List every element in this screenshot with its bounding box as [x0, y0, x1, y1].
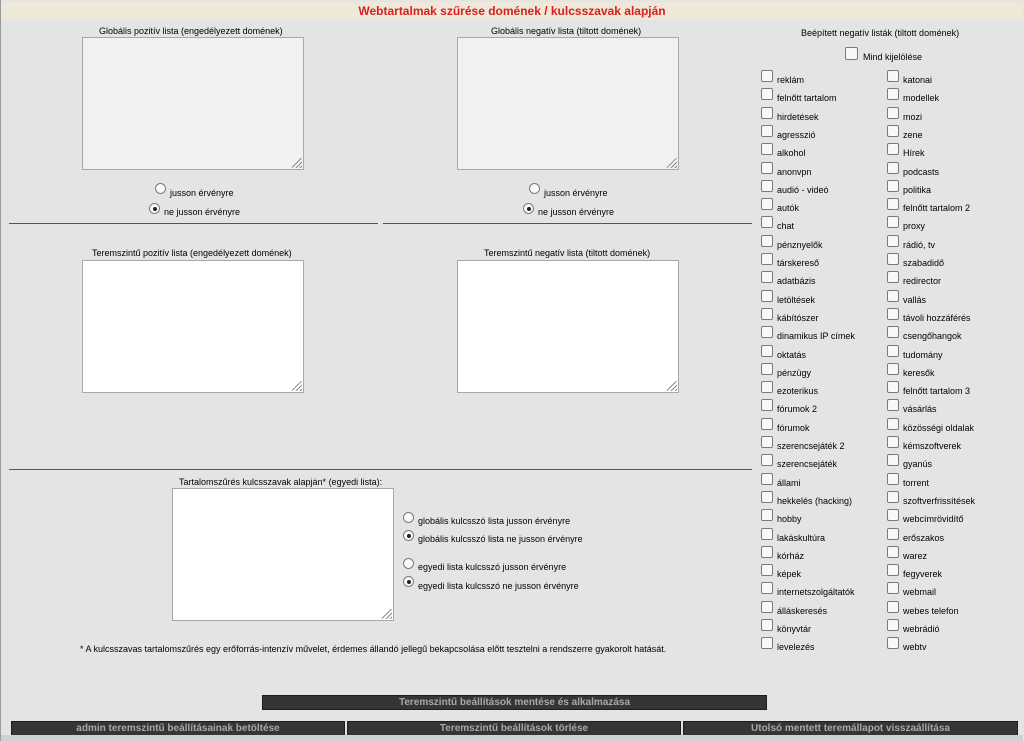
category-label: álláskeresés — [777, 606, 828, 616]
category-label: fegyverek — [903, 569, 943, 579]
room-positive-textarea[interactable] — [82, 260, 304, 393]
category-checkbox[interactable] — [887, 143, 899, 155]
category-checkbox[interactable] — [761, 528, 773, 540]
category-checkbox[interactable] — [761, 125, 773, 137]
category-checkbox[interactable] — [761, 582, 773, 594]
global-positive-textarea[interactable] — [82, 37, 304, 170]
category-label: webes telefon — [903, 606, 959, 616]
category-checkbox[interactable] — [887, 491, 899, 503]
category-label: reklám — [777, 75, 805, 85]
global-keyword-noapply-radio[interactable] — [403, 530, 414, 541]
category-label: agresszió — [777, 130, 816, 140]
global-positive-noapply-label: ne jusson érvényre — [164, 207, 241, 217]
category-checkbox[interactable] — [761, 143, 773, 155]
bottom-strip — [1, 735, 1023, 741]
category-label: szerencsejáték 2 — [777, 441, 845, 451]
category-label: torrent — [903, 478, 930, 488]
category-checkbox[interactable] — [887, 198, 899, 210]
category-checkbox[interactable] — [887, 290, 899, 302]
category-checkbox[interactable] — [761, 216, 773, 228]
category-label: ezoterikus — [777, 386, 819, 396]
category-checkbox[interactable] — [887, 326, 899, 338]
restore-last-state-button[interactable]: Utolsó mentett teremállapot visszaállítása — [683, 721, 1018, 736]
builtin-lists-title: Beépített negatív listák (tiltott domének) — [801, 28, 960, 38]
category-label: adatbázis — [777, 276, 816, 286]
category-label: kábítószer — [777, 313, 819, 323]
global-keyword-noapply-label: globális kulcsszó lista ne jusson érvényre — [418, 534, 583, 544]
category-label: állami — [777, 478, 801, 488]
category-label: alkohol — [777, 148, 806, 158]
category-checkbox[interactable] — [887, 509, 899, 521]
category-label: csengőhangok — [903, 331, 962, 341]
category-checkbox[interactable] — [761, 418, 773, 430]
category-label: oktatás — [777, 350, 807, 360]
global-negative-label: Globális negatív lista (tiltott domének) — [491, 26, 642, 36]
category-checkbox[interactable] — [887, 528, 899, 540]
category-label: gyanús — [903, 459, 933, 469]
category-checkbox[interactable] — [887, 399, 899, 411]
category-checkbox[interactable] — [761, 363, 773, 375]
category-checkbox[interactable] — [887, 564, 899, 576]
global-negative-textarea[interactable] — [457, 37, 679, 170]
category-checkbox[interactable] — [887, 381, 899, 393]
category-checkbox[interactable] — [887, 88, 899, 100]
category-checkbox[interactable] — [887, 253, 899, 265]
category-label: warez — [903, 551, 928, 561]
category-checkbox[interactable] — [887, 125, 899, 137]
category-label: Hírek — [903, 148, 925, 158]
category-label: kémszoftverek — [903, 441, 962, 451]
room-negative-label: Teremszintű negatív lista (tiltott domének) — [484, 248, 651, 258]
global-negative-apply-radio[interactable] — [529, 183, 540, 194]
category-checkbox[interactable] — [761, 509, 773, 521]
category-checkbox[interactable] — [887, 601, 899, 613]
global-positive-label: Globális pozitív lista (engedélyezett domének) — [99, 26, 283, 36]
global-positive-apply-radio[interactable] — [155, 183, 166, 194]
category-checkbox[interactable] — [887, 180, 899, 192]
category-label: hekkelés (hacking) — [777, 496, 853, 506]
category-checkbox[interactable] — [887, 454, 899, 466]
select-all-checkbox[interactable] — [845, 47, 858, 60]
divider — [9, 469, 752, 470]
category-label: zene — [903, 130, 923, 140]
room-positive-label: Teremszintű pozitív lista (engedélyezett domének) — [92, 248, 292, 258]
category-label: keresők — [903, 368, 935, 378]
custom-keyword-noapply-radio[interactable] — [403, 576, 414, 587]
category-label: chat — [777, 221, 795, 231]
category-label: mozi — [903, 112, 923, 122]
global-negative-apply-label: jusson érvényre — [544, 188, 608, 198]
keyword-list-label: Tartalomszűrés kulcsszavak alapján* (egyedi lista): — [179, 477, 383, 487]
category-label: közösségi oldalak — [903, 423, 975, 433]
global-positive-apply-label: jusson érvényre — [170, 188, 234, 198]
category-checkbox[interactable] — [887, 363, 899, 375]
category-checkbox[interactable] — [761, 88, 773, 100]
category-checkbox[interactable] — [761, 235, 773, 247]
category-checkbox[interactable] — [887, 70, 899, 82]
category-checkbox[interactable] — [761, 180, 773, 192]
category-checkbox[interactable] — [761, 107, 773, 119]
global-negative-noapply-label: ne jusson érvényre — [538, 207, 615, 217]
category-checkbox[interactable] — [887, 582, 899, 594]
category-label: podcasts — [903, 167, 940, 177]
category-label: kórház — [777, 551, 805, 561]
category-checkbox[interactable] — [761, 162, 773, 174]
category-label: politika — [903, 185, 932, 195]
resize-grip-icon[interactable] — [292, 158, 302, 168]
category-checkbox[interactable] — [761, 271, 773, 283]
category-label: webtv — [903, 642, 927, 652]
category-checkbox[interactable] — [761, 491, 773, 503]
category-label: könyvtár — [777, 624, 812, 634]
category-label: hobby — [777, 514, 802, 524]
custom-keyword-noapply-label: egyedi lista kulcsszó ne jusson érvényre — [418, 581, 579, 591]
global-keyword-apply-radio[interactable] — [403, 512, 414, 523]
category-checkbox[interactable] — [887, 271, 899, 283]
category-checkbox[interactable] — [887, 637, 899, 649]
category-label: vallás — [903, 295, 927, 305]
category-label: pénznyelők — [777, 240, 823, 250]
global-negative-noapply-radio[interactable] — [523, 203, 534, 214]
category-label: autók — [777, 203, 800, 213]
category-label: fórumok — [777, 423, 810, 433]
category-checkbox[interactable] — [887, 162, 899, 174]
category-label: szabadidő — [903, 258, 945, 268]
category-label: internetszolgáltatók — [777, 587, 855, 597]
divider — [9, 223, 378, 224]
category-label: dinamikus IP címek — [777, 331, 855, 341]
category-label: katonai — [903, 75, 933, 85]
category-label: webmail — [903, 587, 937, 597]
category-checkbox[interactable] — [887, 436, 899, 448]
category-label: vásárlás — [903, 404, 937, 414]
category-label: pénzügy — [777, 368, 812, 378]
category-label: webrádió — [903, 624, 940, 634]
category-checkbox[interactable] — [887, 107, 899, 119]
category-checkbox[interactable] — [761, 637, 773, 649]
keyword-footnote: * A kulcsszavas tartalomszűrés egy erőforrás-intenzív művelet, érdemes állandó jellegű bekapcsolása előtt tesztelni a rendszerre gyakorolt hatását. — [80, 644, 667, 654]
category-checkbox[interactable] — [761, 399, 773, 411]
category-checkbox[interactable] — [761, 619, 773, 631]
resize-grip-icon[interactable] — [382, 609, 392, 619]
category-checkbox[interactable] — [761, 436, 773, 448]
category-checkbox[interactable] — [761, 290, 773, 302]
category-label: társkereső — [777, 258, 820, 268]
global-positive-noapply-radio[interactable] — [149, 203, 160, 214]
category-label: felnőtt tartalom — [777, 93, 837, 103]
resize-grip-icon[interactable] — [667, 158, 677, 168]
category-checkbox[interactable] — [887, 418, 899, 430]
window-border — [0, 0, 1, 741]
save-apply-button[interactable]: Teremszintű beállítások mentése és alkalmazása — [262, 695, 767, 710]
category-checkbox[interactable] — [887, 473, 899, 485]
category-checkbox[interactable] — [761, 546, 773, 558]
category-label: lakáskultúra — [777, 533, 826, 543]
category-checkbox[interactable] — [761, 308, 773, 320]
category-label: felnőtt tartalom 3 — [903, 386, 971, 396]
category-label: szoftverfrissítések — [903, 496, 976, 506]
resize-grip-icon[interactable] — [292, 381, 302, 391]
category-label: tudomány — [903, 350, 943, 360]
category-label: szerencsejáték — [777, 459, 838, 469]
category-label: távoli hozzáférés — [903, 313, 971, 323]
custom-keyword-apply-radio[interactable] — [403, 558, 414, 569]
category-checkbox[interactable] — [761, 345, 773, 357]
category-label: levelezés — [777, 642, 815, 652]
category-label: erőszakos — [903, 533, 945, 543]
category-checkbox[interactable] — [761, 198, 773, 210]
room-negative-textarea[interactable] — [457, 260, 679, 393]
category-label: redirector — [903, 276, 942, 286]
category-label: audió - videó — [777, 185, 829, 195]
category-label: proxy — [903, 221, 926, 231]
category-label: letöltések — [777, 295, 816, 305]
load-admin-settings-button[interactable]: admin teremszintű beállításainak betöltése — [11, 721, 345, 736]
divider — [383, 223, 752, 224]
category-checkbox[interactable] — [761, 564, 773, 576]
category-checkbox[interactable] — [761, 70, 773, 82]
select-all-label: Mind kijelölése — [863, 52, 923, 62]
category-checkbox[interactable] — [761, 454, 773, 466]
category-label: hirdetések — [777, 112, 819, 122]
category-checkbox[interactable] — [887, 216, 899, 228]
category-label: fórumok 2 — [777, 404, 818, 414]
category-checkbox[interactable] — [887, 345, 899, 357]
category-checkbox[interactable] — [887, 235, 899, 247]
category-label: felnőtt tartalom 2 — [903, 203, 971, 213]
category-label: modellek — [903, 93, 940, 103]
category-checkbox[interactable] — [761, 326, 773, 338]
category-checkbox[interactable] — [761, 381, 773, 393]
category-label: rádió, tv — [903, 240, 936, 250]
custom-keyword-apply-label: egyedi lista kulcsszó jusson érvényre — [418, 562, 567, 572]
global-keyword-apply-label: globális kulcsszó lista jusson érvényre — [418, 516, 571, 526]
category-checkbox[interactable] — [887, 546, 899, 558]
category-checkbox[interactable] — [887, 308, 899, 320]
category-checkbox[interactable] — [761, 601, 773, 613]
category-checkbox[interactable] — [761, 473, 773, 485]
keyword-textarea[interactable] — [172, 488, 394, 621]
category-checkbox[interactable] — [887, 619, 899, 631]
page-title: Webtartalmak szűrése domének / kulcsszavak alapján — [1, 2, 1023, 20]
category-label: képek — [777, 569, 802, 579]
resize-grip-icon[interactable] — [667, 381, 677, 391]
category-label: anonvpn — [777, 167, 812, 177]
category-label: webcímrövidítő — [903, 514, 964, 524]
delete-room-settings-button[interactable]: Teremszintű beállítások törlése — [347, 721, 681, 736]
category-checkbox[interactable] — [761, 253, 773, 265]
